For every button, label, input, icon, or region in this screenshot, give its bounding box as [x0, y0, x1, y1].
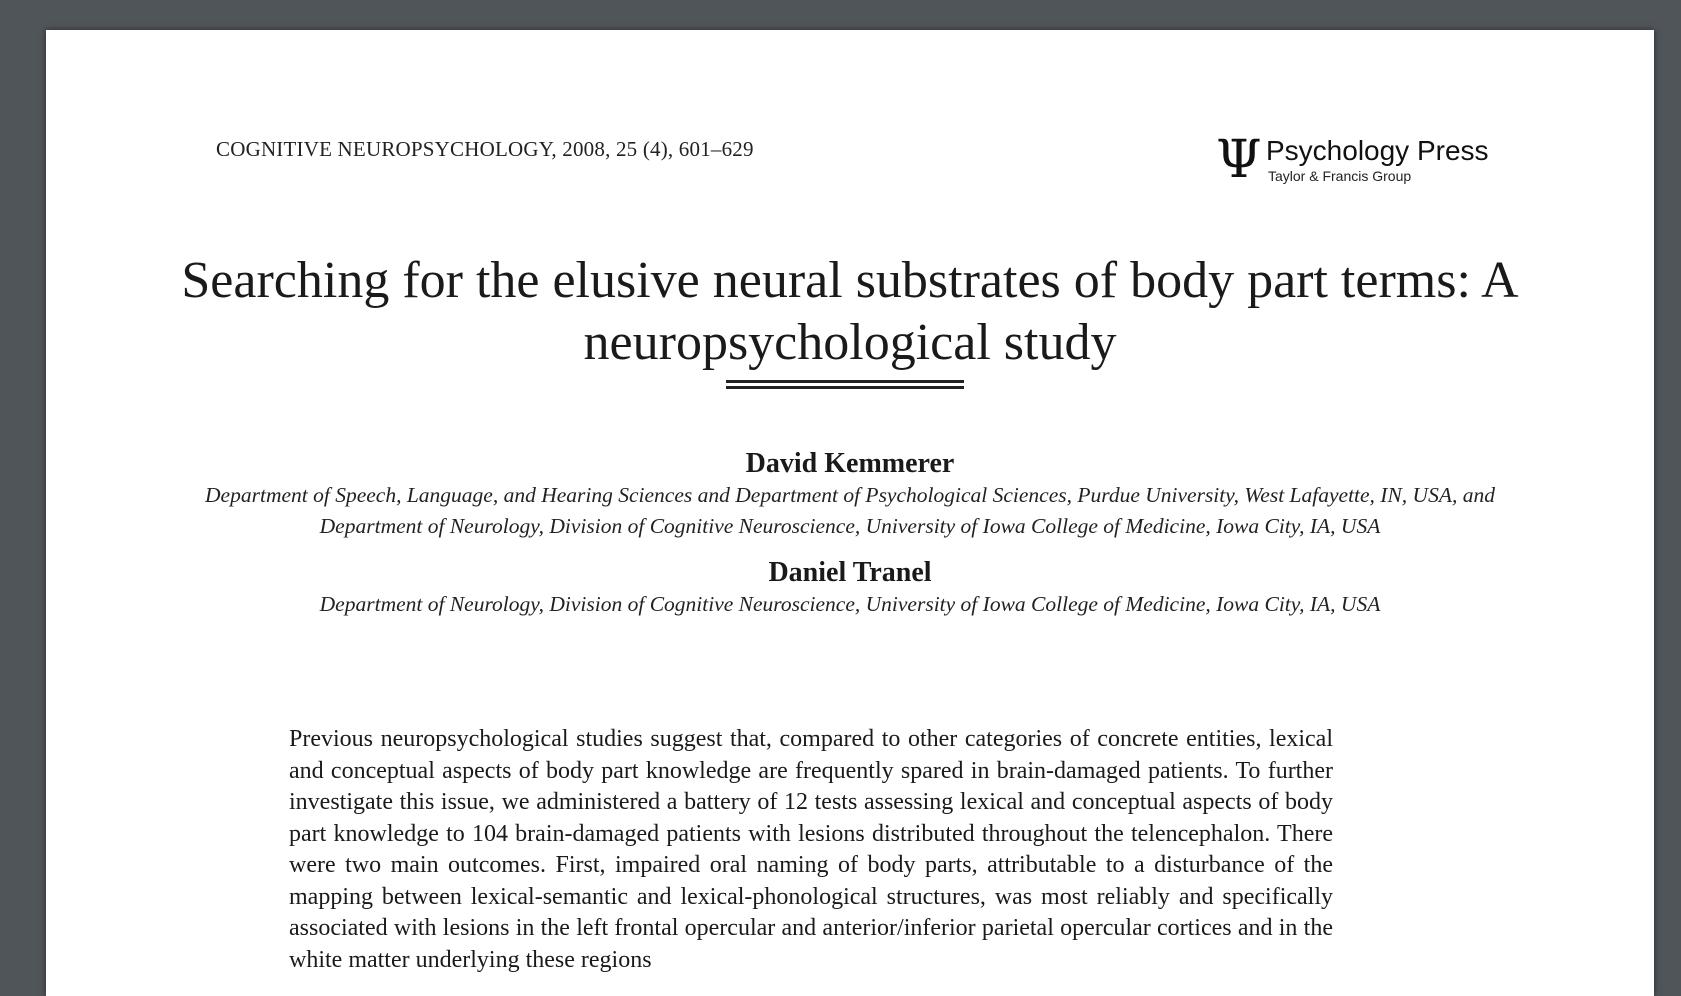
- author-affiliation: Department of Neurology, Division of Cognitive Neuroscience, University of Iowa College of Medicine, Iowa City, IA, USA: [319, 592, 1381, 616]
- abstract-text: Previous neuropsychological studies suggest that, compared to other categories of concrete entities, lexical and conceptual aspects of body part knowledge are frequently spared in brain-damaged patients. To further investigate this issue, we administered a battery of 12 tests assessing lexical and conceptual aspects of body part knowledge to 104 brain-damaged patients with lesions distributed throughout the telencephalon. There were two main outcomes. First, impaired oral naming of body parts, attributable to a disturbance of the mapping between lexical-semantic and lexical-phonological structures, was most reliably and specifically associated with lesions in the left frontal opercular and anterior/inferior parietal opercular cortices and in the white matter underlying these regions: [289, 726, 1333, 973]
- article-title: Searching for the elusive neural substrates of body part terms: A neuropsychological study: [181, 252, 1519, 371]
- publisher-subtitle: Taylor & Francis Group: [1268, 168, 1412, 184]
- publisher-logo: [1216, 130, 1489, 190]
- publisher-name: Psychology Press: [1266, 135, 1489, 166]
- psi-logo-icon: Ψ: [1216, 130, 1262, 190]
- title-double-rule: [726, 380, 964, 389]
- journal-reference: COGNITIVE NEUROPSYCHOLOGY, 2008, 25 (4), 601–629: [216, 137, 754, 161]
- author-name: David Kemmerer: [745, 448, 955, 479]
- author-affiliation: Department of Speech, Language, and Hearing Sciences and Department of Psychological Sciences, Purdue University, West Lafayette, IN, USA, and Department of Neurology, Division of Cognitive Neuroscience, University of Iowa College of Medicine, Iowa City, IA, USA: [205, 483, 1495, 538]
- author-name: Daniel Tranel: [768, 557, 932, 588]
- document-page: [46, 30, 1654, 996]
